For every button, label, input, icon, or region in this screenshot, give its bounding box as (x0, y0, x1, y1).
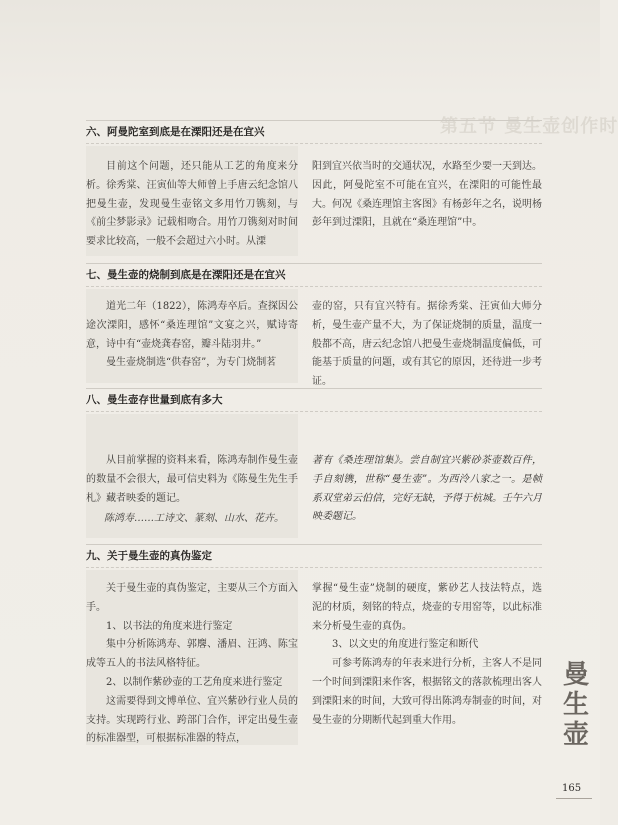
section-heading-8: 八、曼生壶存世量到底有多大 (86, 394, 223, 406)
paragraph: 这需要得到文博单位、宜兴紫砂行业人员的支持。实现跨行业、跨部门合作，评定出曼生壶的标准器型，可根据标准器的特点， (86, 695, 298, 745)
section-rule (86, 388, 542, 389)
paragraph: 1、以书法的角度来进行鉴定 (106, 620, 233, 632)
paragraph: 道光二年（1822），陈鸿寿卒后。查探因公途次溧阳，感怀“桑连理馆”文宴之兴，赋诗寄意，诗中有“壶烧龚春窑，瓣斗陆羽井。” (86, 301, 298, 350)
paragraph: 阳到宜兴依当时的交通状况，水路至少要一天到达。因此，阿曼陀室不可能在宜兴，在溧阳的可能性最大。何况《桑连理馆主客图》有杨彭年之名，说明杨彭年到过溧阳，且就在“桑连理馆”中。 (312, 161, 542, 229)
section-7-left-column (86, 298, 298, 373)
section-rule (86, 120, 542, 121)
paragraph: 掌握“曼生壶”烧制的硬度，紫砂艺人技法特点，选泥的材质，刻铭的特点，烧壶的专用窑等，以此标准来分析曼生壶的真伪。 (312, 583, 542, 632)
page-number-rule (556, 798, 592, 799)
section-rule (86, 411, 542, 412)
quoted-inscription: 著有《桑连理馆集》。尝自制宜兴紫砂茶壶数百件，手自刻镌，世称“曼生壶”。为西泠八家之一。是帧系双堂弟云伯信，完好无缺，予得于杭城。壬午六月映委题记。 (312, 455, 542, 523)
section-8-left-column (86, 452, 298, 529)
section-9-left-column (86, 580, 298, 749)
section-rule (86, 263, 542, 264)
section-9-right-column (312, 580, 542, 730)
section-8-right-column (312, 452, 542, 527)
faded-chapter-title: 第五节 曼生壶创作时 (440, 116, 618, 137)
page-number: 165 (562, 783, 582, 794)
section-rule (86, 143, 542, 144)
section-6-right-column (312, 158, 542, 233)
margin-calligraphy (556, 660, 596, 750)
paragraph: 2、以制作紫砂壶的工艺角度来进行鉴定 (106, 676, 283, 688)
calligraphy-glyph: 壶 (562, 720, 589, 750)
paragraph: 壶的窑，只有宜兴特有。据徐秀棠、汪寅仙大师分析，曼生壶产量不大，为了保证烧制的质量，温度一般都不高，唐云纪念馆八把曼生壶烧制温度偏低，可能基于质量的问题，或有其它的原因，还待进一步考证。 (312, 301, 542, 388)
paragraph: 目前这个问题，还只能从工艺的角度来分析。徐秀棠、汪寅仙等大师曾上手唐云纪念馆八把曼生壶，发现曼生壶铭文多用竹刀镌刻，与《前尘梦影录》记载相吻合。用竹刀镌刻对时间要求比较高，一般不会超过六小时。从溧 (86, 161, 298, 248)
section-rule (86, 544, 542, 545)
section-rule (86, 567, 542, 568)
quote-start: 陈鸿寿……工诗文、篆刻、山水、花卉。 (104, 513, 284, 525)
paragraph: 可参考陈鸿寿的年表来进行分析，主客人不是同一个时间到溧阳来作客，根据铭文的落款梳理出客人到溧阳来的时间，大致可得出陈鸿寿制壶的时间，对曼生壶的分期断代起到重大作用。 (312, 658, 542, 726)
paragraph: 集中分析陈鸿寿、郭麐、潘眉、汪鸿、陈宝成等五人的书法风格特征。 (86, 639, 298, 670)
section-rule (86, 286, 542, 287)
paragraph: 3、以文史的角度进行鉴定和断代 (332, 639, 479, 651)
section-heading-9: 九、关于曼生壶的真伪鉴定 (86, 550, 212, 562)
paragraph: 从目前掌握的资料来看，陈鸿寿制作曼生壶的数量不会很大，最可信史料为《陈曼生先生手札》藏者映委的题记。 (86, 455, 298, 504)
paragraph: 关于曼生壶的真伪鉴定，主要从三个方面入手。 (86, 583, 298, 613)
section-7-right-column (312, 298, 542, 392)
section-heading-7: 七、曼生壶的烧制到底是在溧阳还是在宜兴 (86, 269, 286, 281)
section-6-left-column (86, 158, 298, 252)
calligraphy-glyph: 曼 (562, 660, 589, 690)
calligraphy-glyph: 生 (562, 690, 589, 720)
paragraph: 曼生壶烧制选“供春窑”，为专门烧制茗 (106, 357, 277, 369)
section-heading-6: 六、阿曼陀室到底是在溧阳还是在宜兴 (86, 126, 265, 138)
